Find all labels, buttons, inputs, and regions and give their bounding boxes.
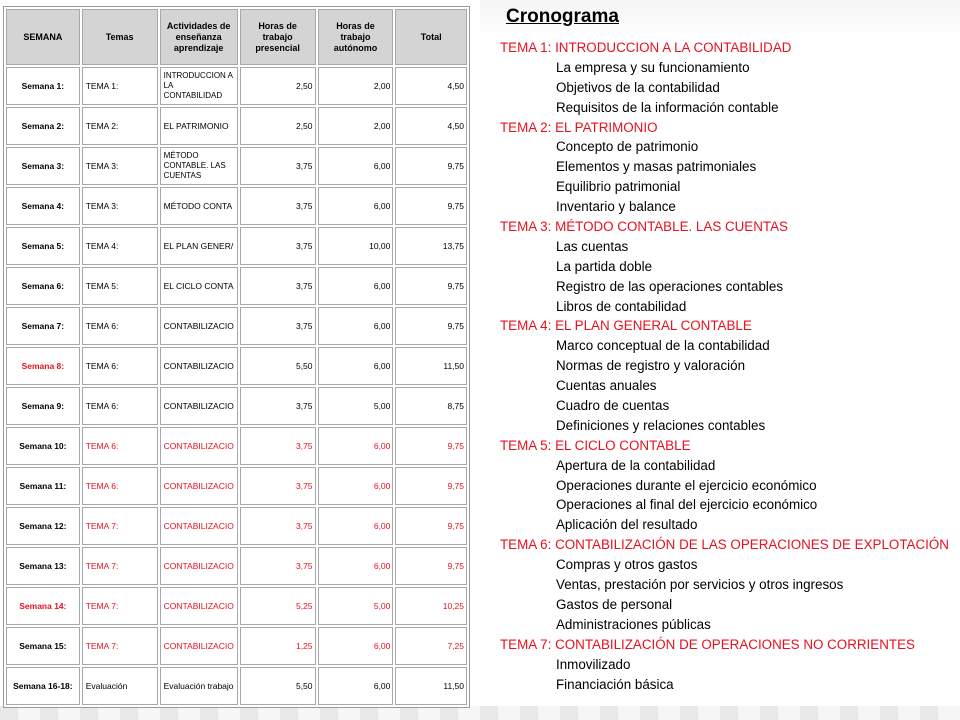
cell-total: 9,75 <box>395 467 467 505</box>
cell-autonomo: 6,00 <box>318 187 394 225</box>
cell-autonomo: 6,00 <box>318 267 394 305</box>
cell-actividad: EL CICLO CONTA <box>160 267 238 305</box>
cell-autonomo: 6,00 <box>318 627 394 665</box>
cell-actividad: CONTABILIZACIO <box>160 547 238 585</box>
outline-item: Financiación básica <box>556 676 674 692</box>
cell-actividad: EL PLAN GENER/ <box>160 227 238 265</box>
outline-item: Definiciones y relaciones contables <box>556 417 766 433</box>
cell-actividad: CONTABILIZACIO <box>160 347 238 385</box>
page-title: Cronograma <box>506 6 619 27</box>
schedule-table <box>3 6 470 708</box>
cell-actividad: CONTABILIZACIO <box>160 507 238 545</box>
cell-presencial: 3,75 <box>240 507 316 545</box>
cell-actividad: EL PATRIMONIO <box>160 107 238 145</box>
cell-presencial: 2,50 <box>240 107 316 145</box>
table-row <box>6 387 467 425</box>
cell-tema: TEMA 2: <box>82 107 158 145</box>
cell-presencial: 3,75 <box>240 467 316 505</box>
table-row <box>6 227 467 265</box>
cell-semana: Semana 3: <box>6 147 80 185</box>
cell-actividad: CONTABILIZACIO <box>160 627 238 665</box>
cell-actividad: CONTABILIZACIO <box>160 587 238 625</box>
cell-total: 9,75 <box>395 507 467 545</box>
cell-total: 10,25 <box>395 587 467 625</box>
cell-semana: Semana 4: <box>6 187 80 225</box>
cell-actividad: CONTABILIZACIO <box>160 427 238 465</box>
cell-tema: TEMA 7: <box>82 547 158 585</box>
cell-semana: Semana 2: <box>6 107 80 145</box>
cell-autonomo: 6,00 <box>318 667 394 705</box>
outline-item: Registro de las operaciones contables <box>556 278 784 294</box>
cell-presencial: 3,75 <box>240 387 316 425</box>
header-actividades: Actividades de enseñanza aprendizaje <box>160 9 238 65</box>
cell-presencial: 2,50 <box>240 67 316 105</box>
outline-item: Las cuentas <box>556 238 629 254</box>
course-outline <box>500 38 955 694</box>
outline-item: Aplicación del resultado <box>556 517 698 533</box>
outline-item: Normas de registro y valoración <box>556 358 746 374</box>
cell-semana: Semana 11: <box>6 467 80 505</box>
cell-total: 8,75 <box>395 387 467 425</box>
cell-tema: TEMA 3: <box>82 187 158 225</box>
outline-item: Equilibrio patrimonial <box>556 179 681 195</box>
table-row <box>6 507 467 545</box>
cell-semana: Semana 16-18: <box>6 667 80 705</box>
cell-total: 9,75 <box>395 307 467 345</box>
cell-autonomo: 6,00 <box>318 467 394 505</box>
cell-actividad: MÉTODO CONTA <box>160 187 238 225</box>
cell-autonomo: 6,00 <box>318 307 394 345</box>
cell-tema: TEMA 7: <box>82 507 158 545</box>
cell-presencial: 3,75 <box>240 147 316 185</box>
table-header-row <box>6 9 467 65</box>
cell-total: 11,50 <box>395 347 467 385</box>
cell-autonomo: 5,00 <box>318 587 394 625</box>
table-row <box>6 547 467 585</box>
outline-item: Gastos de personal <box>556 596 673 612</box>
cell-semana: Semana 9: <box>6 387 80 425</box>
cell-actividad: CONTABILIZACIO <box>160 387 238 425</box>
cell-total: 9,75 <box>395 547 467 585</box>
cell-semana: Semana 1: <box>6 67 80 105</box>
outline-item: Administraciones públicas <box>556 616 711 632</box>
cell-presencial: 3,75 <box>240 427 316 465</box>
outline-topic: TEMA 7: CONTABILIZACIÓN DE OPERACIONES NO CORRIENTES <box>500 636 915 652</box>
cell-autonomo: 6,00 <box>318 347 394 385</box>
outline-item: Cuadro de cuentas <box>556 398 670 414</box>
outline-item: Marco conceptual de la contabilidad <box>556 338 770 354</box>
cell-autonomo: 6,00 <box>318 427 394 465</box>
outline-topic: TEMA 5: EL CICLO CONTABLE <box>500 437 691 453</box>
outline-item: La partida doble <box>556 258 653 274</box>
outline-item: Cuentas anuales <box>556 378 657 394</box>
cell-total: 11,50 <box>395 667 467 705</box>
cell-tema: TEMA 6: <box>82 387 158 425</box>
cell-tema: TEMA 1: <box>82 67 158 105</box>
cell-semana: Semana 10: <box>6 427 80 465</box>
header-semana: SEMANA <box>6 9 80 65</box>
cell-presencial: 3,75 <box>240 547 316 585</box>
outline-item: Elementos y masas patrimoniales <box>556 159 757 175</box>
outline-item: Requisitos de la información contable <box>556 99 779 115</box>
outline-item: Operaciones durante el ejercicio económico <box>556 477 817 493</box>
table-row <box>6 267 467 305</box>
cell-tema: TEMA 6: <box>82 427 158 465</box>
cell-semana: Semana 15: <box>6 627 80 665</box>
outline-item: Ventas, prestación por servicios y otros ingresos <box>556 577 844 593</box>
cell-autonomo: 10,00 <box>318 227 394 265</box>
outline-item: Apertura de la contabilidad <box>556 457 716 473</box>
cell-actividad: CONTABILIZACIO <box>160 467 238 505</box>
cell-autonomo: 6,00 <box>318 147 394 185</box>
header-horas-autonomo: Horas de trabajo autónomo <box>318 9 394 65</box>
cell-total: 13,75 <box>395 227 467 265</box>
cell-total: 9,75 <box>395 267 467 305</box>
outline-topic: TEMA 3: MÉTODO CONTABLE. LAS CUENTAS <box>500 219 788 235</box>
table-row <box>6 107 467 145</box>
cell-presencial: 3,75 <box>240 227 316 265</box>
table-row <box>6 667 467 705</box>
cell-total: 9,75 <box>395 427 467 465</box>
table-row <box>6 347 467 385</box>
cell-actividad: Evaluación trabajo <box>160 667 238 705</box>
table-row <box>6 187 467 225</box>
cell-autonomo: 2,00 <box>318 67 394 105</box>
cell-actividad: INTRODUCCION A LA CONTABILIDAD <box>160 67 238 105</box>
outline-topic: TEMA 1: INTRODUCCION A LA CONTABILIDAD <box>500 40 792 55</box>
cell-total: 4,50 <box>395 67 467 105</box>
cell-total: 7,25 <box>395 627 467 665</box>
cell-tema: TEMA 7: <box>82 587 158 625</box>
cell-presencial: 1,25 <box>240 627 316 665</box>
cell-actividad: MÉTODO CONTABLE. LAS CUENTAS <box>160 147 238 185</box>
cell-semana: Semana 12: <box>6 507 80 545</box>
cell-total: 4,50 <box>395 107 467 145</box>
table-row <box>6 587 467 625</box>
table-row <box>6 67 467 105</box>
cell-presencial: 3,75 <box>240 187 316 225</box>
cell-semana: Semana 6: <box>6 267 80 305</box>
cell-total: 9,75 <box>395 187 467 225</box>
background-pattern <box>0 706 960 720</box>
cell-tema: TEMA 6: <box>82 347 158 385</box>
cell-semana: Semana 5: <box>6 227 80 265</box>
cell-semana: Semana 8: <box>6 347 80 385</box>
cell-semana: Semana 14: <box>6 587 80 625</box>
cell-semana: Semana 13: <box>6 547 80 585</box>
cell-presencial: 5,25 <box>240 587 316 625</box>
table-row <box>6 427 467 465</box>
outline-topic: TEMA 4: EL PLAN GENERAL CONTABLE <box>500 318 752 334</box>
cell-tema: TEMA 7: <box>82 627 158 665</box>
table-row <box>6 147 467 185</box>
cell-tema: TEMA 6: <box>82 467 158 505</box>
table-row <box>6 627 467 665</box>
cell-autonomo: 2,00 <box>318 107 394 145</box>
cell-tema: TEMA 3: <box>82 147 158 185</box>
cell-tema: TEMA 6: <box>82 307 158 345</box>
outline-item: La empresa y su funcionamiento <box>556 59 750 75</box>
table-row <box>6 467 467 505</box>
cell-tema: TEMA 4: <box>82 227 158 265</box>
cell-autonomo: 6,00 <box>318 507 394 545</box>
table-row <box>6 307 467 345</box>
outline-item: Compras y otros gastos <box>556 557 698 573</box>
cell-presencial: 3,75 <box>240 307 316 345</box>
header-total: Total <box>395 9 467 65</box>
outline-topic: TEMA 6: CONTABILIZACIÓN DE LAS OPERACIONES DE EXPLOTACIÓN <box>500 537 949 553</box>
header-temas: Temas <box>82 9 158 65</box>
cell-presencial: 5,50 <box>240 667 316 705</box>
cell-actividad: CONTABILIZACIO <box>160 307 238 345</box>
cell-autonomo: 6,00 <box>318 547 394 585</box>
header-horas-presencial: Horas de trabajo presencial <box>240 9 316 65</box>
cell-presencial: 3,75 <box>240 267 316 305</box>
outline-item: Libros de contabilidad <box>556 298 687 314</box>
cell-semana: Semana 7: <box>6 307 80 345</box>
outline-topic: TEMA 2: EL PATRIMONIO <box>500 119 658 135</box>
cell-total: 9,75 <box>395 147 467 185</box>
outline-item: Inventario y balance <box>556 199 676 215</box>
cell-presencial: 5,50 <box>240 347 316 385</box>
outline-item: Concepto de patrimonio <box>556 139 699 155</box>
outline-item: Objetivos de la contabilidad <box>556 79 720 95</box>
cell-tema: TEMA 5: <box>82 267 158 305</box>
cell-tema: Evaluación <box>82 667 158 705</box>
outline-item: Operaciones al final del ejercicio económico <box>556 497 818 513</box>
cell-autonomo: 5,00 <box>318 387 394 425</box>
outline-item: Inmovilizado <box>556 656 631 672</box>
